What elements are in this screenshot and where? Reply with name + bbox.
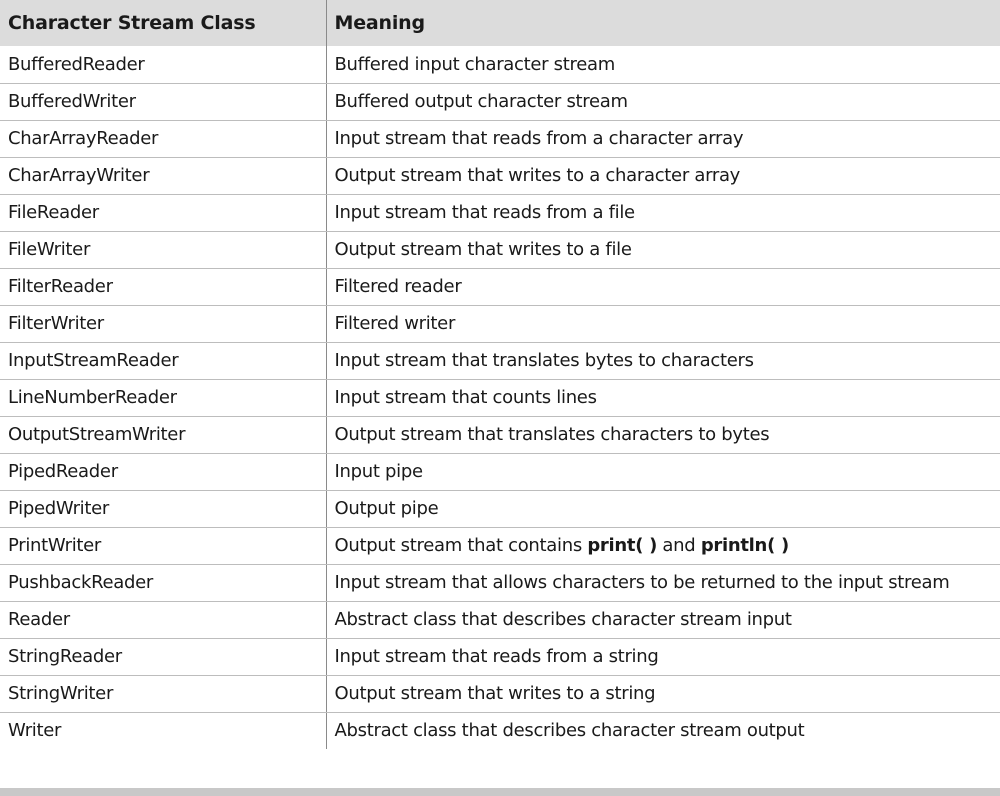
table-row (0, 342, 1000, 379)
table-row (0, 46, 1000, 83)
table-row (0, 194, 1000, 231)
table-bottom-rule (0, 788, 1000, 796)
meaning-cell: Filtered writer (326, 305, 1000, 342)
meaning-cell: Input stream that reads from a file (326, 194, 1000, 231)
meaning-cell: Abstract class that describes character stream input (326, 601, 1000, 638)
class-cell: StringWriter (0, 675, 326, 712)
table-row (0, 120, 1000, 157)
class-cell: InputStreamReader (0, 342, 326, 379)
class-cell: PrintWriter (0, 527, 326, 564)
column-header-class: Character Stream Class (8, 12, 256, 34)
table-row (0, 231, 1000, 268)
table-row (0, 638, 1000, 675)
meaning-cell: Buffered input character stream (326, 46, 1000, 83)
print-method-name: print( ) (587, 535, 658, 556)
table-row (0, 416, 1000, 453)
table-row (0, 453, 1000, 490)
meaning-join-text: and (657, 535, 701, 556)
table-row (0, 157, 1000, 194)
class-cell: Reader (0, 601, 326, 638)
table-row (0, 379, 1000, 416)
header-row (0, 0, 1000, 46)
table-body (0, 46, 1000, 749)
class-cell: StringReader (0, 638, 326, 675)
table-row (0, 527, 1000, 564)
meaning-cell: Filtered reader (326, 268, 1000, 305)
table-row (0, 712, 1000, 749)
meaning-cell: Buffered output character stream (326, 83, 1000, 120)
class-cell: FilterReader (0, 268, 326, 305)
class-cell: CharArrayReader (0, 120, 326, 157)
meaning-cell: Abstract class that describes character stream output (326, 712, 1000, 749)
table-header (0, 0, 1000, 46)
table-row (0, 83, 1000, 120)
class-cell: BufferedReader (0, 46, 326, 83)
class-cell: FileWriter (0, 231, 326, 268)
meaning-cell: Output pipe (326, 490, 1000, 527)
class-cell: LineNumberReader (0, 379, 326, 416)
class-cell: PipedWriter (0, 490, 326, 527)
class-cell: CharArrayWriter (0, 157, 326, 194)
column-header-meaning: Meaning (326, 0, 1000, 46)
meaning-cell: Input stream that counts lines (326, 379, 1000, 416)
meaning-cell: Input stream that translates bytes to characters (326, 342, 1000, 379)
table-row (0, 564, 1000, 601)
class-cell: PushbackReader (0, 564, 326, 601)
meaning-cell: Input stream that reads from a character array (326, 120, 1000, 157)
meaning-cell (326, 527, 1000, 564)
table-row (0, 305, 1000, 342)
table-row (0, 601, 1000, 638)
class-cell: OutputStreamWriter (0, 416, 326, 453)
meaning-cell: Output stream that writes to a character array (326, 157, 1000, 194)
table-row (0, 675, 1000, 712)
meaning-text: Output stream that contains (334, 535, 588, 556)
table-row (0, 490, 1000, 527)
meaning-cell: Output stream that writes to a string (326, 675, 1000, 712)
meaning-cell: Input stream that reads from a string (326, 638, 1000, 675)
meaning-cell: Input stream that allows characters to be returned to the input stream (326, 564, 1000, 601)
meaning-cell: Input pipe (326, 453, 1000, 490)
class-cell: FileReader (0, 194, 326, 231)
meaning-cell: Output stream that writes to a file (326, 231, 1000, 268)
class-cell: BufferedWriter (0, 83, 326, 120)
println-method-name: println( ) (700, 535, 789, 556)
class-cell: PipedReader (0, 453, 326, 490)
class-cell: Writer (8, 720, 62, 742)
class-cell: FilterWriter (0, 305, 326, 342)
meaning-cell: Output stream that translates characters to bytes (326, 416, 1000, 453)
table-row (0, 268, 1000, 305)
